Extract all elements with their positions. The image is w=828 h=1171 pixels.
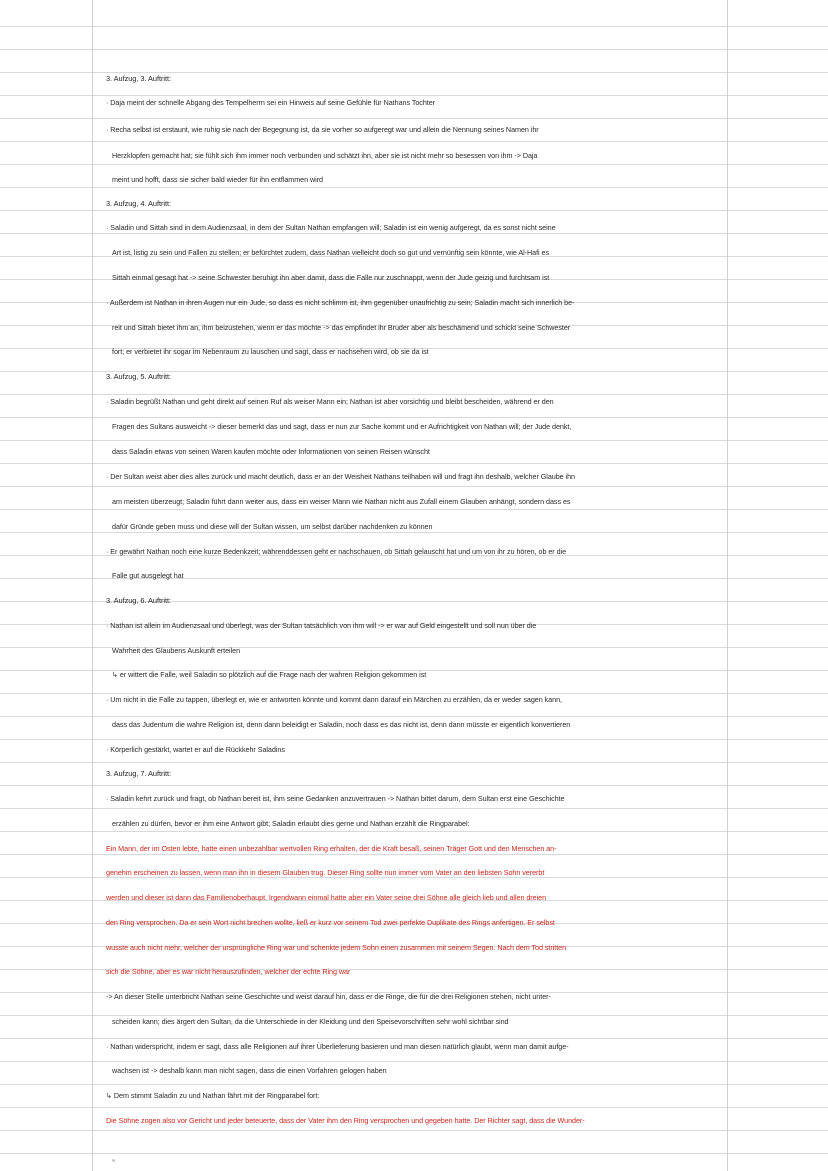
text-line: reit und Sittah bietet ihm an, ihm beizustehen, wenn er das möchte -> das empfindet ihr Bruder aber als beschämend und schickt seine Schwester: [112, 323, 571, 332]
parable-text-line: Ein Mann, der im Osten lebte, hatte einen unbezahlbar wertvollen Ring erhalten, der die Kraft besaß, seinen Träger Gott und den Menschen an-: [106, 844, 557, 853]
text-line: · Daja meint der schnelle Abgang des Tempelherrn sei ein Hinweis auf seine Gefühle für Nathans Tochter: [106, 98, 436, 107]
notebook-page: [106, 0, 718, 1171]
text-line: dafür Gründe geben muss und diese will der Sultan wissen, um selbst darüber nachdenken zu können: [112, 522, 433, 531]
text-line: erzählen zu dürfen, bevor er ihm eine Antwort gibt; Saladin erlaubt dies gerne und Nathan erzählt die Ringparabel:: [112, 819, 470, 828]
text-line: · Um nicht in die Falle zu tappen, überlegt er, wie er antworten könnte und kommt dann darauf ein Märchen zu erzählen, da er weder sagen kann,: [106, 695, 562, 704]
parable-text-line: den Ring versprochen. Da er sein Wort nicht brechen wollte, ließ er kurz vor seinem Tod zwei perfekte Duplikate des Rings anfertigen. Er selbst: [106, 918, 555, 927]
text-line: · Körperlich gestärkt, wartet er auf die Rückkehr Saladins: [106, 745, 285, 754]
text-line: · Der Sultan weist aber dies alles zurück und macht deutlich, dass er an der Weisheit Nathans teilhaben will und fragt ihn deshalb, welcher Glaube ihn: [106, 472, 575, 481]
text-line: wachsen ist -> deshalb kann man nicht sagen, dass die einen Vorfahren gelogen haben: [112, 1066, 387, 1075]
text-line: dass das Judentum die wahre Religion ist, denn dann beleidigt er Saladin, noch dass es das nicht ist, denn dann müsste er eigentlich konvertieren: [112, 720, 571, 729]
section-heading: 3. Aufzug, 4. Auftritt:: [106, 199, 171, 208]
text-line: scheiden kann; dies ärgert den Sultan, da die Unterschiede in der Kleidung und den Speisevorschriften sehr wohl sichtbar sind: [112, 1017, 509, 1026]
text-line: Art ist, listig zu sein und Fallen zu stellen; er befürchtet zudem, dass Nathan vielleicht doch so gut und vernünftig sein könnte, wie Al-Hafi es: [112, 248, 550, 257]
text-line: ↳ Dem stimmt Saladin zu und Nathan fährt mit der Ringparabel fort:: [106, 1091, 320, 1100]
text-line: Herzklopfen gemacht hat; sie fühlt sich ihm immer noch verbunden und schätzt ihn, aber sie ist nicht mehr so besessen von ihm -> Daja: [112, 151, 538, 160]
section-heading: 3. Aufzug, 7. Auftritt:: [106, 769, 171, 778]
text-line: · Saladin kehrt zurück und fragt, ob Nathan bereit ist, ihm seine Gedanken anzuvertrauen -> Nathan bittet darum, dem Sultan erst eine Geschichte: [106, 794, 565, 803]
parable-text-line: Die Söhne zogen also vor Gericht und jeder beteuerte, dass der Vater ihm den Ring versprochen und gegeben hatte. Der Richter sagt, dass die Wunder-: [106, 1116, 585, 1125]
text-line: · Außerdem ist Nathan in ihren Augen nur ein Jude, so dass es nicht schlimm ist, ihm gegenüber unaufrichtig zu sein; Saladin macht sich innerlich be-: [106, 298, 575, 307]
text-line: -> An dieser Stelle unterbricht Nathan seine Geschichte und weist darauf hin, dass er die Ringe, die für die drei Religionen stehen, nicht unter-: [106, 992, 551, 1001]
text-line: Sittah einmal gesagt hat -> seine Schwester beruhigt ihn aber damit, dass die Falle nur zuschnappt, wenn der Jude geizig und furchtsam ist: [112, 273, 550, 282]
parable-text-line: wusste auch nicht mehr, welcher der ursprüngliche Ring war und schenkte jedem Sohn einen zusammen mit seinem Segen. Nach dem Tod stritten: [106, 943, 567, 952]
left-margin-line: [92, 0, 93, 1171]
parable-text-line: sich die Söhne, aber es war nicht herauszufinden, welcher der echte Ring war: [106, 967, 351, 976]
text-line: Fragen des Sultans ausweicht -> dieser bemerkt das und sagt, dass er nun zur Sache kommt und er Aufrichtigkeit von Nathan will; der Jude denkt,: [112, 422, 572, 431]
parable-text-line: werden und dieser ist dann das Familienoberhaupt. Irgendwann einmal hatte aber ein Vater seine drei Söhne alle gleich lieb und allen dreien: [106, 893, 547, 902]
text-line: · Saladin begrüßt Nathan und geht direkt auf seinen Ruf als weiser Mann ein; Nathan ist aber vorsichtig und bleibt bescheiden, während er den: [106, 397, 554, 406]
text-line: fort; er verbietet ihr sogar im Nebenraum zu lauschen und sagt, dass er nachsehen wird, ob sie da ist: [112, 347, 429, 356]
text-line: · Nathan widerspricht, indem er sagt, dass alle Religionen auf ihrer Überlieferung basieren und man diesen natürlich glaubt, wenn man damit aufge-: [106, 1042, 569, 1051]
text-line: · Er gewährt Nathan noch eine kurze Bedenkzeit; währenddessen geht er nachschauen, ob Sittah gelauscht hat und um von ihr zu hören, ob er die: [106, 547, 567, 556]
text-line: dass Saladin etwas von seinen Waren kaufen möchte oder Informationen von seinen Reisen wünscht: [112, 447, 430, 456]
text-line: · Nathan ist allein im Audienzsaal und überlegt, was der Sultan tatsächlich von ihm will -> er war auf Geld eingestellt und soll nun über die: [106, 621, 537, 630]
text-line: Falle gut ausgelegt hat: [112, 571, 184, 580]
right-margin-line: [727, 0, 728, 1171]
section-heading: 3. Aufzug, 3. Auftritt:: [106, 74, 171, 83]
text-line: · Saladin und Sittah sind in dem Audienzsaal, in dem der Sultan Nathan empfangen will; Saladin ist ein wenig aufgeregt, da es sonst nicht seine: [106, 223, 556, 232]
text-line: meint und hofft, dass sie sicher bald wieder für ihn entflammen wird: [112, 175, 324, 184]
paper-mark: [112, 1159, 115, 1162]
text-line: · Recha selbst ist erstaunt, wie ruhig sie nach der Begegnung ist, da sie vorher so aufgeregt war und allein die Nennung seines Namen ihr: [106, 125, 539, 134]
text-line: ↳ er wittert die Falle, weil Saladin so plötzlich auf die Frage nach der wahren Religion gekommen ist: [112, 670, 427, 679]
text-line: am meisten überzeugt; Saladin führt dann weiter aus, dass ein weiser Mann wie Nathan nicht aus Zufall einem Glauben anhängt, sondern dass es: [112, 497, 571, 506]
section-heading: 3. Aufzug, 6. Auftritt:: [106, 596, 171, 605]
text-line: Wahrheit des Glaubens Auskunft erteilen: [112, 646, 241, 655]
section-heading: 3. Aufzug, 5. Auftritt:: [106, 372, 171, 381]
parable-text-line: genehm erscheinen zu lassen, wenn man ihn in diesem Glauben trug. Dieser Ring sollte nun immer vom Vater an den liebsten Sohn vererbt: [106, 868, 545, 877]
